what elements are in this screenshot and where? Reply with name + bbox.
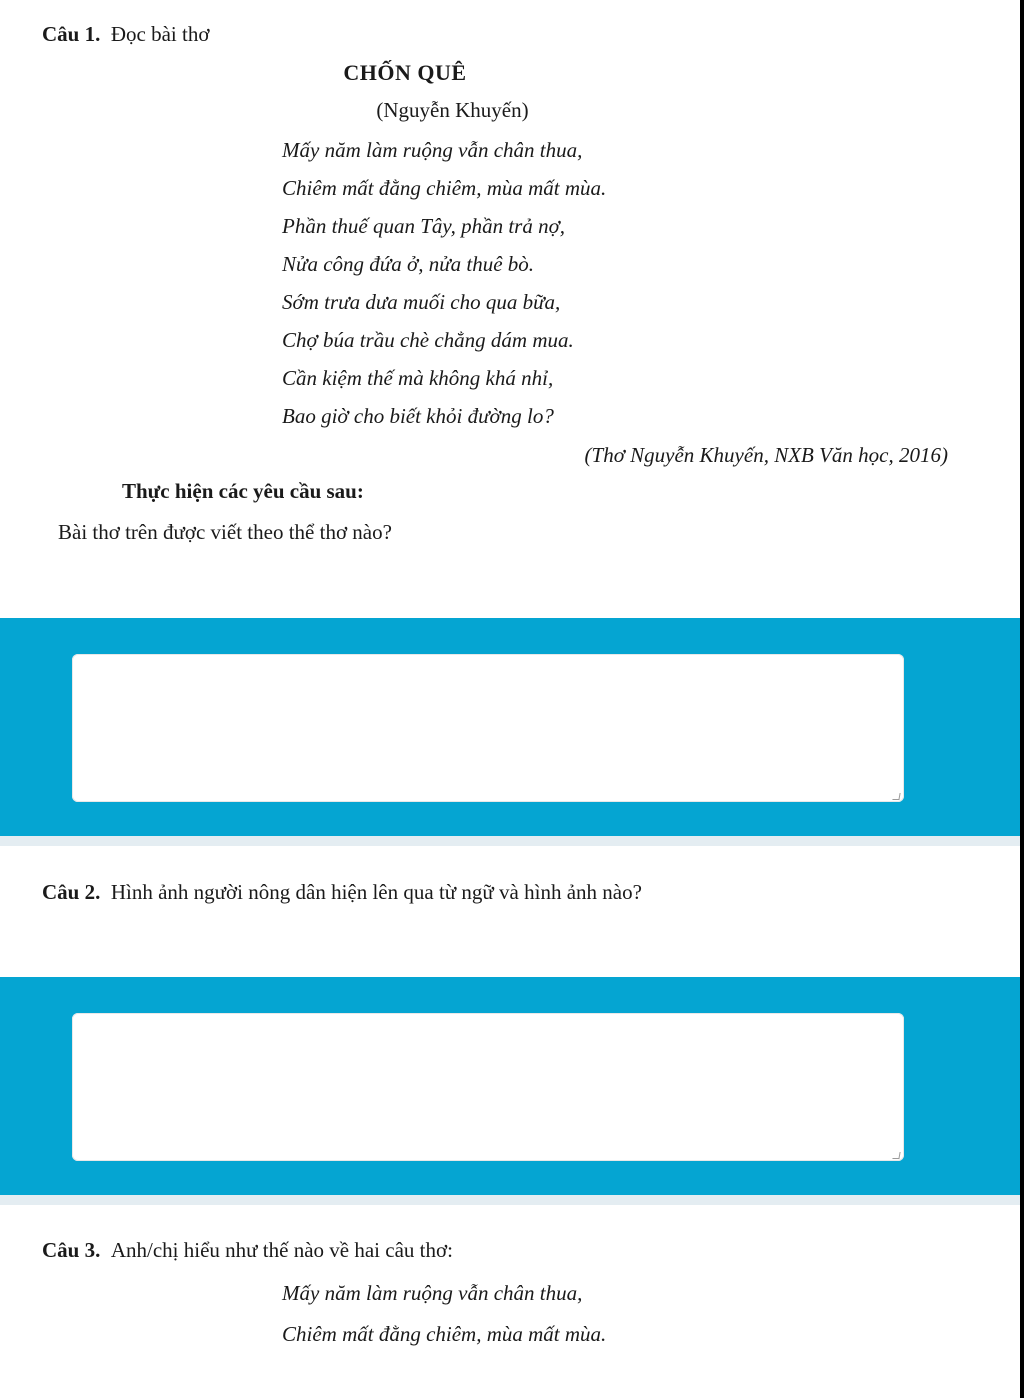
question-3-label: Câu 3. xyxy=(42,1238,101,1262)
poem-title: CHỐN QUÊ xyxy=(343,60,467,85)
poem-line: Chợ búa trầu chè chẳng dám mua. xyxy=(282,328,574,352)
answer-1-input[interactable] xyxy=(72,654,904,802)
section-divider xyxy=(0,836,1020,846)
poem-line: Sớm trưa dưa muối cho qua bữa, xyxy=(282,290,561,314)
answer-band-2 xyxy=(0,977,1020,1195)
question-1-text: Đọc bài thơ xyxy=(110,22,210,46)
question-1-prompt: Bài thơ trên được viết theo thể thơ nào? xyxy=(58,520,392,544)
poem-line: Phần thuế quan Tây, phần trả nợ, xyxy=(282,214,566,238)
instruction-heading: Thực hiện các yêu cầu sau: xyxy=(122,479,364,503)
poem-line: Cần kiệm thế mà không khá nhỉ, xyxy=(282,366,554,390)
question-3-text: Anh/chị hiểu như thế nào về hai câu thơ: xyxy=(110,1238,453,1262)
poem-source xyxy=(585,443,948,468)
question-1-label: Câu 1. xyxy=(42,22,101,46)
answer-band-1 xyxy=(0,618,1020,836)
section-divider xyxy=(0,1195,1020,1205)
poem-author: (Nguyễn Khuyến) xyxy=(376,98,529,122)
answer-2-input[interactable] xyxy=(72,1013,904,1161)
quoted-poem-line: Mấy năm làm ruộng vẫn chân thua, xyxy=(282,1281,583,1305)
poem-source-text: (Thơ Nguyễn Khuyến, NXB Văn học, 2016) xyxy=(584,443,948,467)
question-1-heading xyxy=(42,22,209,47)
poem-line: Mấy năm làm ruộng vẫn chân thua, xyxy=(282,138,583,162)
question-2-label: Câu 2. xyxy=(42,880,101,904)
quoted-poem-line: Chiêm mất đằng chiêm, mùa mất mùa. xyxy=(282,1322,607,1346)
question-3-heading xyxy=(42,1238,453,1263)
poem-line: Bao giờ cho biết khỏi đường lo? xyxy=(282,404,554,428)
resize-grip-icon[interactable] xyxy=(892,1152,900,1159)
poem-line: Nửa công đứa ở, nửa thuê bò. xyxy=(282,252,535,276)
question-2-text: Hình ảnh người nông dân hiện lên qua từ ngữ và hình ảnh nào? xyxy=(110,880,642,904)
question-2-heading xyxy=(42,880,642,905)
resize-grip-icon[interactable] xyxy=(892,793,900,800)
poem-line: Chiêm mất đằng chiêm, mùa mất mùa. xyxy=(282,176,607,200)
